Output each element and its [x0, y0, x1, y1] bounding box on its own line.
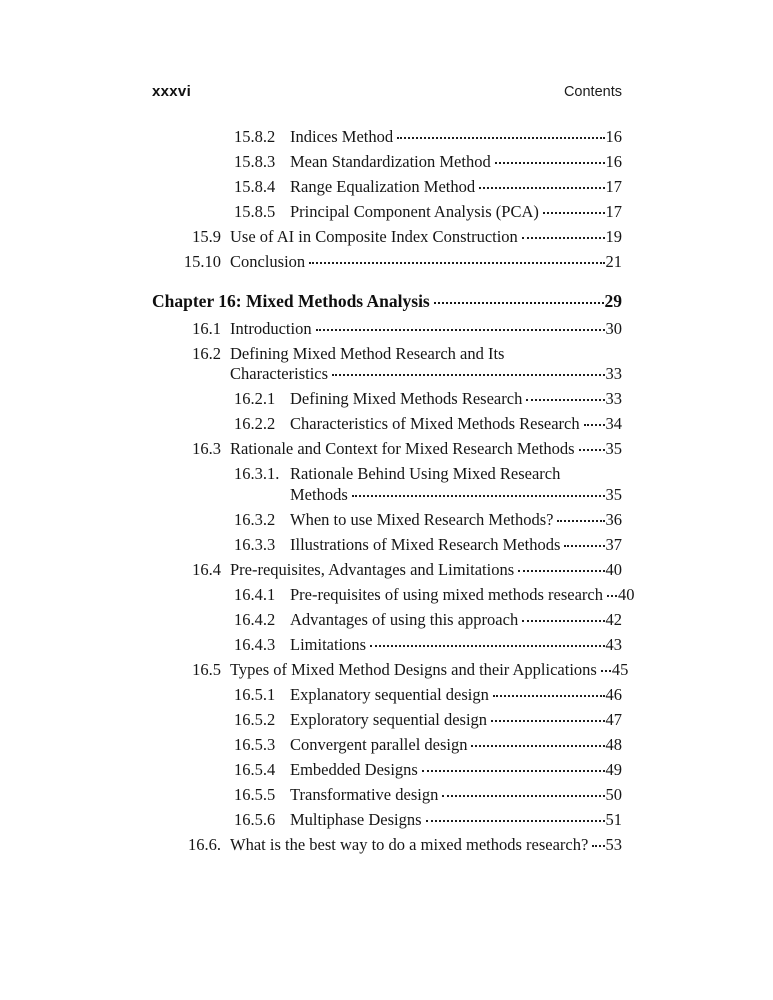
entry-title: Multiphase Designs [290, 809, 422, 829]
entry-title: Pre-requisites, Advantages and Limitations [230, 559, 515, 579]
entry-title: Principal Component Analysis (PCA) [290, 202, 539, 221]
dot-leader [479, 187, 604, 189]
entry-line [230, 835, 622, 856]
entry-number: 16.4.2 [234, 609, 276, 629]
entry-page-number: 40 [617, 584, 635, 604]
entry-title: Rationale and Context for Mixed Research Methods [230, 439, 575, 458]
entry-number: 15.10 [183, 252, 221, 271]
entry-number: 16.6. [188, 834, 221, 854]
toc-entry [152, 835, 622, 856]
entry-page-number: 34 [605, 414, 622, 433]
entry-page-number: 35 [605, 439, 622, 458]
entry-page-number: 45 [611, 659, 629, 679]
entry-number: 16.5.4 [234, 759, 276, 779]
chapter-title: Chapter 16: Mixed Methods Analysis [152, 290, 430, 311]
entry-page-number: 50 [605, 784, 622, 804]
entry-body [290, 635, 622, 656]
entry-body [230, 835, 622, 856]
entry-line [230, 252, 622, 273]
entry-line [290, 127, 622, 148]
entry-number: 15.8.3 [234, 152, 276, 171]
entry-line [290, 584, 635, 606]
entry-page-number: 16 [605, 127, 622, 146]
entry-page-number: 37 [605, 534, 622, 554]
entry-number: 16.3.3 [234, 534, 276, 554]
dot-leader [557, 520, 604, 522]
entry-page-number: 43 [605, 634, 622, 654]
entry-page-number: 21 [605, 252, 622, 271]
entry-line [152, 290, 622, 312]
toc-entry [152, 344, 622, 385]
entry-title: Limitations [290, 634, 367, 654]
entry-body [290, 389, 622, 410]
entry-line [290, 464, 622, 485]
dot-leader [316, 329, 605, 331]
entry-body [230, 319, 622, 340]
entry-title: Conclusion [230, 252, 306, 271]
toc-entry [152, 439, 622, 460]
dot-leader [564, 545, 604, 547]
dot-leader [491, 720, 604, 722]
toc-entry [152, 685, 622, 706]
entry-title: Rationale Behind Using Mixed Research [290, 464, 561, 483]
entry-body [152, 290, 622, 312]
toc-entry [152, 710, 622, 731]
entry-number: 16.3 [192, 439, 221, 458]
entry-number: 16.4.1 [234, 584, 276, 604]
entry-title: Pre-requisites of using mixed methods research [290, 584, 603, 604]
entry-number: 16.5.2 [234, 709, 276, 729]
toc-entry [152, 610, 622, 631]
entry-page-number: 51 [605, 809, 622, 829]
entry-title: Mean Standardization Method [290, 152, 491, 171]
entry-body [230, 227, 622, 248]
entry-title: Advantages of using this approach [290, 609, 519, 629]
entry-title: Methods [290, 484, 348, 504]
entry-title: Characteristics [230, 364, 329, 383]
dot-leader [332, 374, 604, 376]
entry-body [230, 560, 622, 581]
dot-leader [397, 137, 604, 139]
toc-entry [152, 202, 622, 223]
dot-leader [309, 262, 604, 264]
entry-body [290, 810, 622, 831]
entry-number: 16.1 [192, 318, 221, 338]
dot-leader [422, 770, 605, 772]
toc-entry [152, 785, 622, 806]
entry-line [290, 177, 622, 198]
entry-line [290, 785, 622, 806]
dot-leader [442, 795, 604, 797]
entry-line [290, 202, 622, 223]
entry-number: 16.2 [192, 343, 221, 363]
entry-number: 15.8.2 [234, 127, 276, 146]
entry-line [290, 414, 622, 435]
entry-number: 16.3.2 [234, 509, 276, 529]
page-header [152, 83, 622, 100]
dot-leader [471, 745, 604, 747]
entry-title: Types of Mixed Method Designs and their Applications [230, 659, 597, 679]
entry-body [290, 152, 622, 173]
toc-entry [152, 535, 622, 556]
entry-line [290, 760, 622, 781]
entry-page-number: 48 [605, 734, 622, 754]
entry-page-number: 33 [605, 364, 622, 383]
entry-title: Exploratory sequential design [290, 709, 488, 729]
entry-line [230, 439, 622, 460]
dot-leader [352, 495, 605, 497]
entry-line [230, 560, 622, 581]
entry-title: Illustrations of Mixed Research Methods [290, 534, 561, 554]
entry-title: When to use Mixed Research Methods? [290, 509, 554, 529]
entry-title: Characteristics of Mixed Methods Research [290, 414, 580, 433]
entry-title: Explanatory sequential design [290, 684, 489, 704]
entry-page-number: 53 [605, 834, 622, 854]
entry-line [230, 227, 622, 248]
entry-number: 16.5.6 [234, 809, 276, 829]
toc-entry [152, 560, 622, 581]
toc-entry [152, 735, 622, 756]
folio-page-number: xxxvi [152, 83, 192, 100]
entry-line [290, 710, 622, 731]
entry-line [290, 152, 622, 173]
dot-leader [543, 212, 605, 214]
entry-page-number: 47 [605, 709, 622, 729]
dot-leader [607, 595, 617, 597]
entry-number: 15.8.4 [234, 177, 276, 196]
entry-line [230, 319, 622, 340]
entry-title: Defining Mixed Methods Research [290, 389, 523, 408]
entry-title: Transformative design [290, 784, 439, 804]
entry-page-number: 29 [604, 290, 622, 311]
entry-page-number: 33 [605, 389, 622, 408]
toc-entry [152, 127, 622, 148]
entry-number: 16.2.1 [234, 389, 276, 408]
toc-entry [152, 152, 622, 173]
toc-entry [152, 227, 622, 248]
toc-entry [152, 252, 622, 273]
entry-body [290, 177, 622, 198]
entry-body [290, 510, 622, 531]
entry-line [290, 810, 622, 831]
entry-body [290, 464, 622, 505]
entry-page-number: 46 [605, 684, 622, 704]
entry-body [290, 710, 622, 731]
entry-page-number: 16 [605, 152, 622, 171]
dot-leader [592, 845, 604, 847]
entry-title: Indices Method [290, 127, 394, 146]
entry-body [290, 127, 622, 148]
entry-number: 15.8.5 [234, 202, 276, 221]
entry-number: 15.9 [192, 227, 221, 246]
entry-line [290, 735, 622, 756]
entry-line [290, 535, 622, 556]
entry-number: 16.3.1. [234, 464, 280, 483]
entry-body [290, 535, 622, 556]
entry-line [290, 485, 622, 506]
toc-entry [152, 659, 629, 681]
entry-title: Embedded Designs [290, 759, 418, 779]
dot-leader [522, 237, 605, 239]
entry-title: Use of AI in Composite Index Construction [230, 227, 518, 246]
entry-body [290, 610, 622, 631]
dot-leader [526, 399, 604, 401]
entry-page-number: 17 [605, 202, 622, 221]
toc-entry [152, 464, 622, 505]
dot-leader [518, 570, 604, 572]
toc-entry [152, 177, 622, 198]
entry-number: 16.5.5 [234, 784, 276, 804]
toc-entry [152, 760, 622, 781]
entry-body [290, 685, 622, 706]
entry-title: Convergent parallel design [290, 734, 468, 754]
entry-body [290, 760, 622, 781]
entry-line [230, 364, 622, 385]
entry-body [290, 202, 622, 223]
toc-entry [152, 635, 622, 656]
toc-chapter-entry [152, 290, 622, 312]
entry-body [230, 344, 622, 385]
entry-title: Defining Mixed Method Research and Its [230, 343, 505, 363]
dot-leader [601, 670, 611, 672]
entry-line [290, 510, 622, 531]
entry-line [290, 635, 622, 656]
toc-list [152, 127, 635, 855]
entry-line [230, 344, 622, 365]
dot-leader [584, 424, 605, 426]
entry-page-number: 40 [605, 559, 622, 579]
entry-title: What is the best way to do a mixed methods research? [230, 834, 589, 854]
toc-entry [152, 319, 622, 340]
entry-body [290, 414, 622, 435]
entry-line [290, 389, 622, 410]
entry-line [290, 610, 622, 631]
entry-line [290, 685, 622, 706]
toc-entry [152, 414, 622, 435]
dot-leader [370, 645, 604, 647]
entry-body [290, 584, 635, 606]
dot-leader [426, 820, 605, 822]
entry-body [290, 735, 622, 756]
entry-page-number: 36 [605, 509, 622, 529]
toc-entry [152, 389, 622, 410]
entry-body [230, 252, 622, 273]
dot-leader [434, 302, 604, 304]
entry-page-number: 49 [605, 759, 622, 779]
entry-page-number: 35 [605, 484, 622, 504]
entry-body [230, 659, 629, 681]
toc-entry [152, 584, 635, 606]
dot-leader [522, 620, 604, 622]
entry-number: 16.5.3 [234, 734, 276, 754]
dot-leader [493, 695, 605, 697]
toc-entry [152, 810, 622, 831]
dot-leader [579, 449, 605, 451]
entry-body [230, 439, 622, 460]
entry-page-number: 19 [605, 227, 622, 246]
entry-page-number: 17 [605, 177, 622, 196]
entry-number: 16.2.2 [234, 414, 276, 433]
entry-page-number: 42 [605, 609, 622, 629]
entry-number: 16.4 [192, 559, 221, 579]
dot-leader [495, 162, 605, 164]
entry-title: Range Equalization Method [290, 177, 476, 196]
entry-page-number: 30 [605, 318, 622, 338]
entry-number: 16.5.1 [234, 684, 276, 704]
entry-body [290, 785, 622, 806]
running-head-contents: Contents [563, 84, 622, 100]
entry-number: 16.5 [192, 659, 221, 679]
entry-number: 16.4.3 [234, 634, 276, 654]
entry-line [230, 659, 629, 681]
toc-entry [152, 510, 622, 531]
entry-title: Introduction [230, 318, 312, 338]
